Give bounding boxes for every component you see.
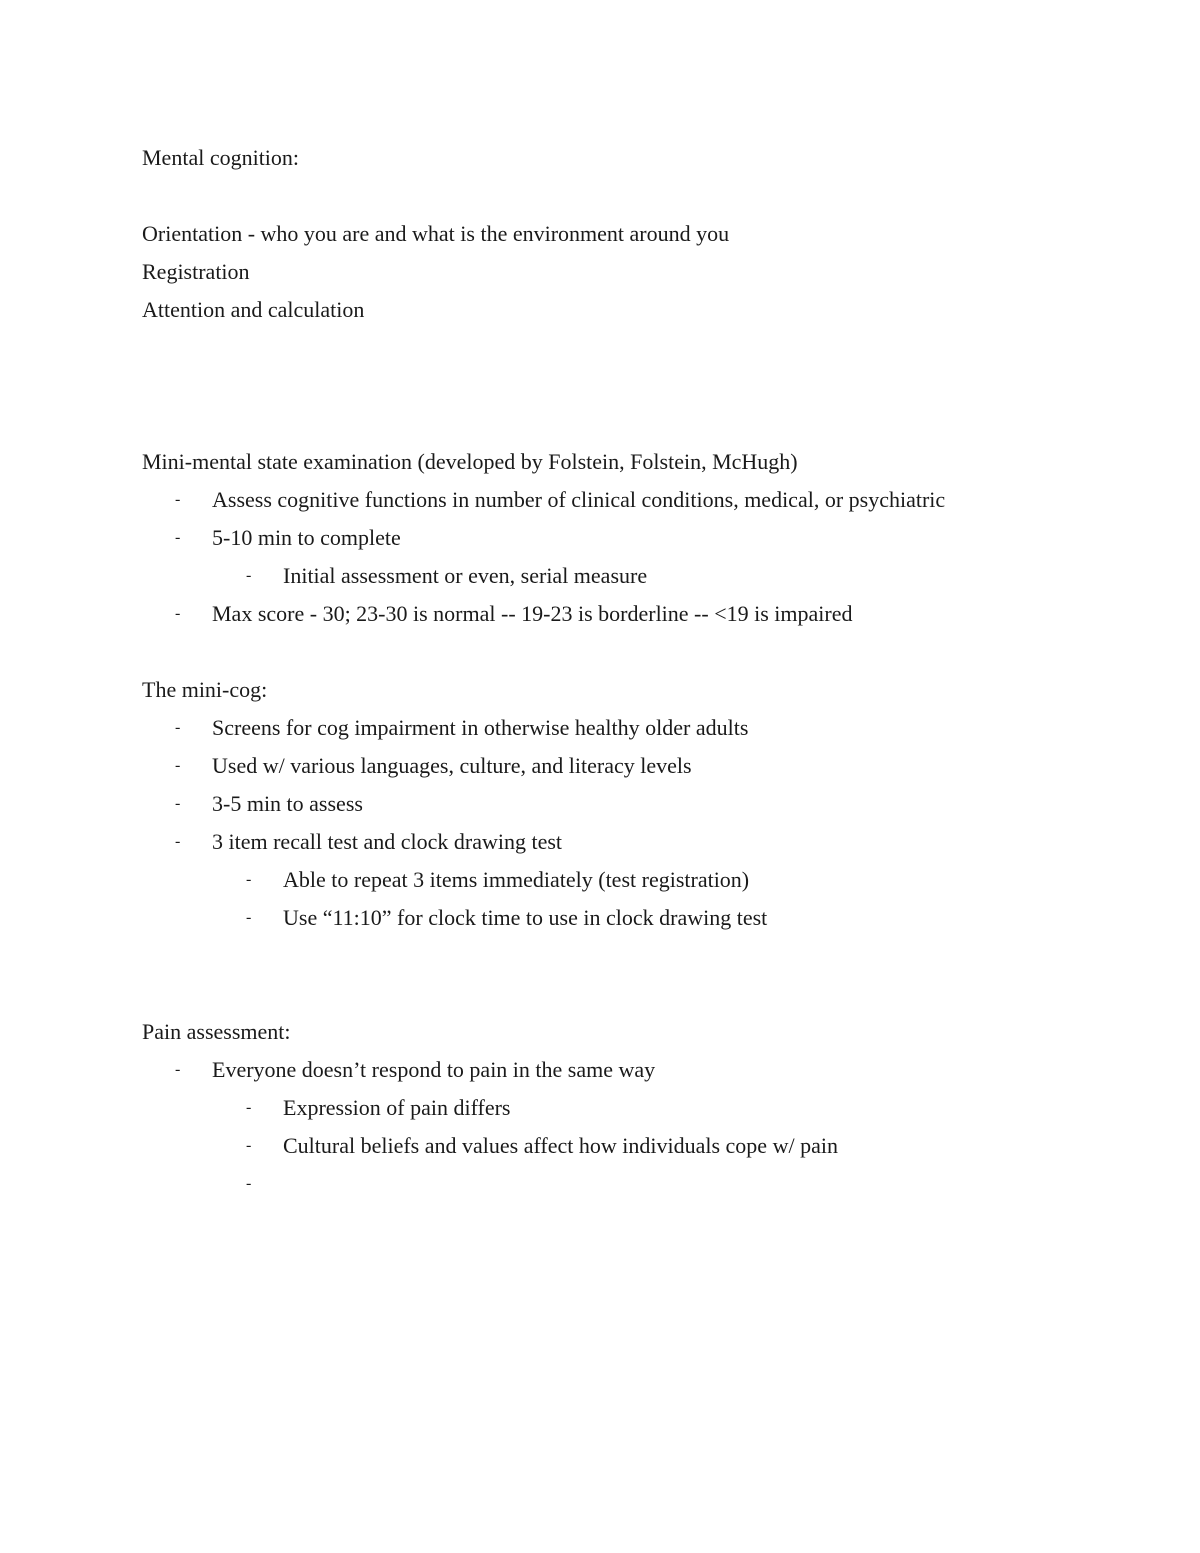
bullet-dash: -	[175, 1061, 181, 1078]
list-item	[142, 1165, 1142, 1203]
bullet-dash: -	[246, 1099, 252, 1116]
heading-mini-cog: The mini-cog:	[142, 677, 268, 702]
bullet-dash: -	[246, 909, 252, 926]
list-item-text: Assess cognitive functions in number of clinical conditions, medical, or psychiatric	[212, 487, 946, 512]
text-attention-calculation: Attention and calculation	[142, 297, 365, 322]
list-item	[142, 1127, 1142, 1165]
list-item	[142, 557, 1142, 595]
list-item-text: Used w/ various languages, culture, and literacy levels	[212, 753, 692, 778]
bullet-dash: -	[246, 871, 252, 888]
list-item	[142, 709, 1142, 747]
bullet-dash: -	[175, 491, 181, 508]
list-item	[142, 1051, 1142, 1089]
list-item	[142, 747, 1142, 785]
list-item-text: 5-10 min to complete	[212, 525, 401, 550]
list-item-text: Cultural beliefs and values affect how individuals cope w/ pain	[283, 1133, 838, 1158]
bullet-dash: -	[246, 1137, 252, 1154]
heading-mental-cognition: Mental cognition:	[142, 145, 300, 170]
list-item	[142, 1089, 1142, 1127]
list-item	[142, 481, 1142, 519]
list-item-text: Screens for cog impairment in otherwise healthy older adults	[212, 715, 749, 740]
list-item-text: Able to repeat 3 items immediately (test registration)	[283, 867, 750, 892]
list-item-text: Use “11:10” for clock time to use in clock drawing test	[283, 905, 768, 930]
heading-pain-assessment: Pain assessment:	[142, 1019, 291, 1044]
list-item	[142, 519, 1142, 557]
list-item-text: Max score - 30; 23-30 is normal -- 19-23 is borderline -- <19 is impaired	[212, 601, 853, 626]
list-item-text: Expression of pain differs	[283, 1095, 511, 1120]
bullet-dash: -	[175, 795, 181, 812]
bullet-dash: -	[246, 567, 252, 584]
bullet-dash: -	[246, 1175, 252, 1192]
bullet-dash: -	[175, 757, 181, 774]
bullet-dash: -	[175, 605, 181, 622]
bullet-dash: -	[175, 719, 181, 736]
list-item-text: 3-5 min to assess	[212, 791, 363, 816]
list-item	[142, 899, 1142, 937]
list-item-text: 3 item recall test and clock drawing test	[212, 829, 563, 854]
list-item	[142, 861, 1142, 899]
bullet-dash: -	[175, 833, 181, 850]
bullet-dash: -	[175, 529, 181, 546]
list-item	[142, 785, 1142, 823]
text-registration: Registration	[142, 259, 250, 284]
list-item-text: Everyone doesn’t respond to pain in the same way	[212, 1057, 656, 1082]
list-item-text: Initial assessment or even, serial measure	[283, 563, 648, 588]
list-item	[142, 595, 1142, 633]
document-page	[142, 139, 1142, 1203]
heading-mmse: Mini-mental state examination (developed by Folstein, Folstein, McHugh)	[142, 449, 798, 474]
list-item	[142, 823, 1142, 861]
text-orientation: Orientation - who you are and what is the environment around you	[142, 221, 730, 246]
